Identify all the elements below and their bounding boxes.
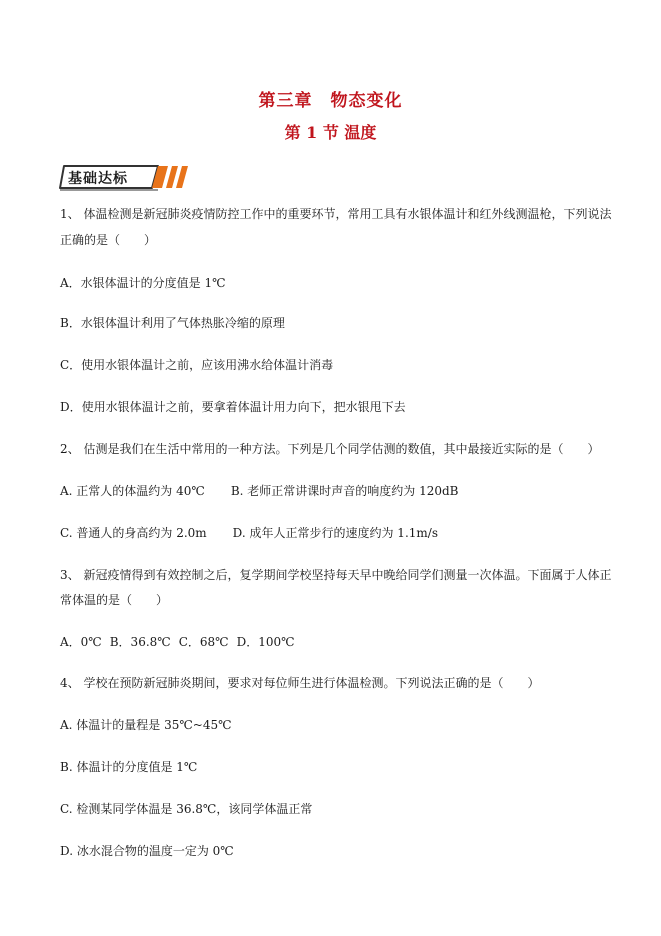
question-3-option-c: C．68℃ bbox=[178, 635, 229, 649]
question-3-stem-line2: 常体温的是（ ） bbox=[60, 593, 169, 607]
question-2-stem-line1: 2、 估测是我们在生活中常用的一种方法。下列是几个同学估测的数值，其中最接近实际的是（ ） bbox=[60, 442, 600, 456]
question-1-option-a: A．水银体温计的分度值是 1℃ bbox=[60, 276, 226, 290]
question-4-stem-line1: 4、 学校在预防新冠肺炎期间，要求对每位师生进行体温检测。下列说法正确的是（ ） bbox=[60, 676, 540, 690]
question-4-option-b: B. 体温计的分度值是 1℃ bbox=[60, 760, 198, 774]
question-1-stem-line2: 正确的是（ ） bbox=[60, 233, 157, 247]
question-2-option-a: A. 正常人的体温约为 40℃ bbox=[60, 484, 205, 498]
question-2-option-c: C. 普通人的身高约为 2.0m bbox=[60, 526, 207, 540]
question-1-option-d: D．使用水银体温计之前，要拿着体温计用力向下，把水银甩下去 bbox=[60, 400, 406, 414]
question-3-options-row bbox=[60, 634, 295, 650]
question-3-option-a: A．0℃ bbox=[60, 635, 102, 649]
question-3-stem-line1: 3、 新冠疫情得到有效控制之后，复学期间学校坚持每天早中晚给同学们测量一次体温。下面属于人体正 bbox=[60, 568, 612, 582]
question-4-option-a: A. 体温计的量程是 35℃~45℃ bbox=[60, 718, 232, 732]
question-2-options-row1 bbox=[60, 483, 458, 499]
question-1-stem-line1: 1、 体温检测是新冠肺炎疫情防控工作中的重要环节，常用工具有水银体温计和红外线测温枪，下列说法 bbox=[60, 207, 612, 221]
badge-label: 基础达标 bbox=[68, 171, 128, 187]
section-title: 第 1 节 温度 bbox=[284, 123, 377, 142]
question-1-option-b: B．水银体温计利用了气体热胀冷缩的原理 bbox=[60, 316, 285, 330]
question-2-option-b: B. 老师正常讲课时声音的响度约为 120dB bbox=[230, 484, 459, 498]
question-3-option-d: D．100℃ bbox=[236, 635, 295, 649]
question-1-option-c: C．使用水银体温计之前，应该用沸水给体温计消毒 bbox=[60, 358, 334, 372]
question-2-option-d: D. 成年人正常步行的速度约为 1.1m/s bbox=[232, 526, 438, 540]
chapter-title: 第三章 物态变化 bbox=[258, 91, 403, 111]
question-2-options-row2 bbox=[60, 525, 438, 541]
section-badge bbox=[58, 161, 192, 193]
question-4-option-c: C. 检测某同学体温是 36.8℃，该同学体温正常 bbox=[60, 802, 313, 816]
question-4-option-d: D. 冰水混合物的温度一定为 0℃ bbox=[60, 844, 234, 858]
question-3-option-b: B．36.8℃ bbox=[109, 635, 171, 649]
